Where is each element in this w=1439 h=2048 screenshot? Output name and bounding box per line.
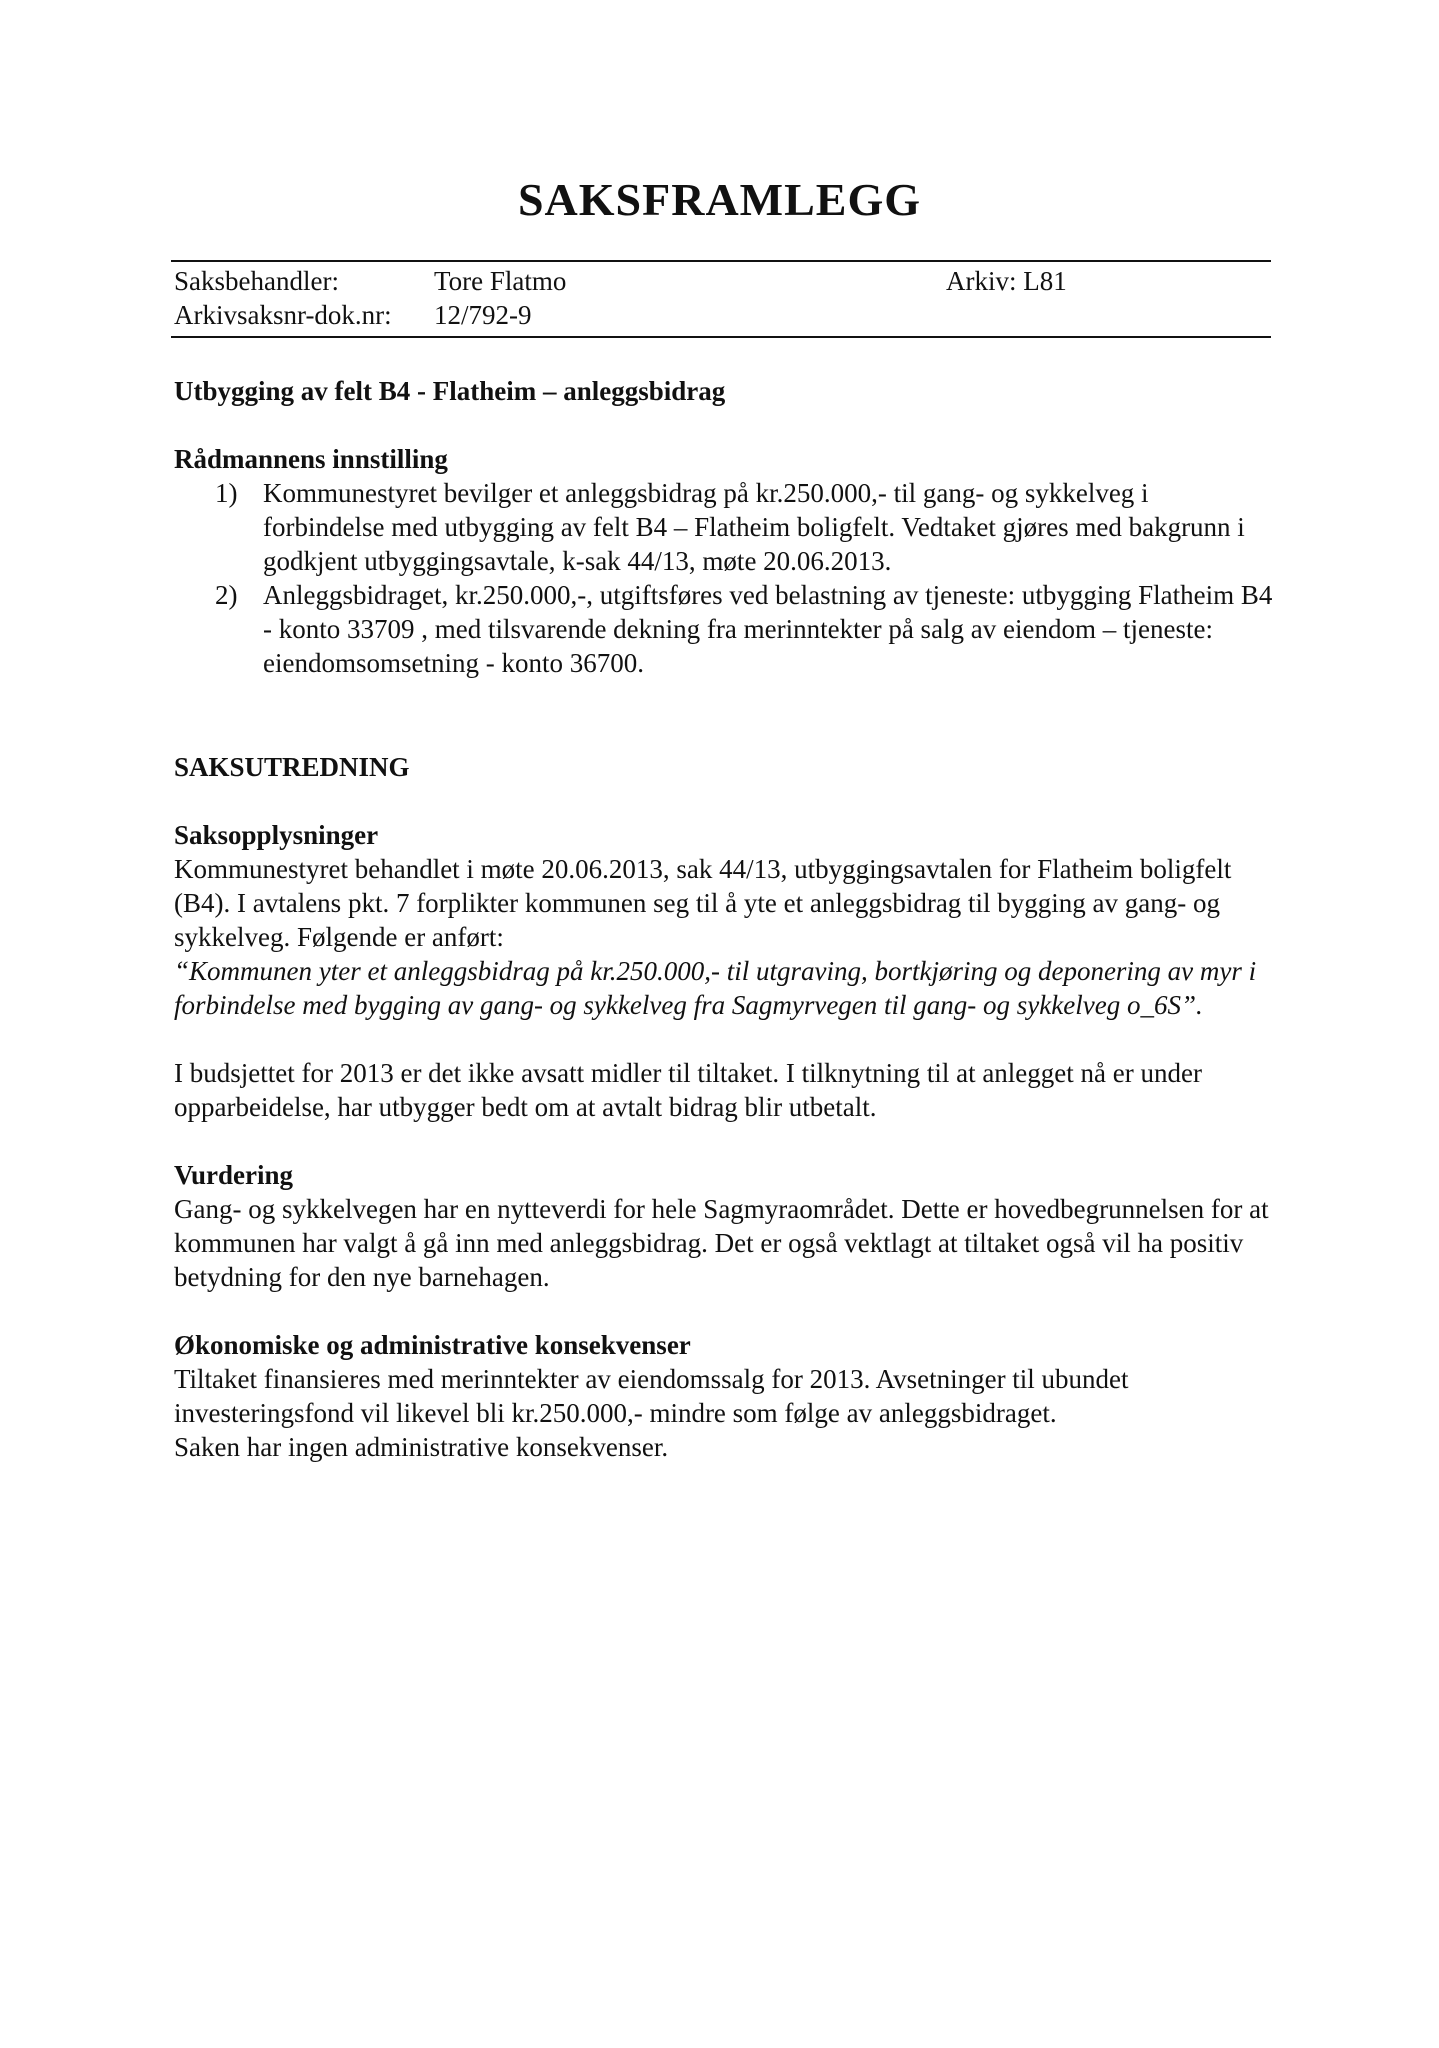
konsekvenser-administrative: Saken har ingen administrative konsekvenser. — [174, 1432, 669, 1462]
recommendation-number: 1) — [215, 478, 238, 508]
konsekvenser-paragraph: Tiltaket finansieres med merinntekter av eiendomssalg for 2013. Avsetninger til ubundet investeringsfond vil likevel bli kr.250.000,- mindre som følge av anleggsbidraget. — [174, 1364, 1129, 1428]
case-subject: Utbygging av felt B4 - Flatheim – anleggsbidrag — [174, 376, 726, 406]
budget-paragraph: I budsjettet for 2013 er det ikke avsatt midler til tiltaket. I tilknytning til at anlegget nå er under opparbeidelse, har utbygger bedt om at avtalt bidrag blir utbetalt. — [174, 1058, 1202, 1122]
meta-row-handler — [174, 264, 1264, 298]
recommendation-list — [174, 476, 1274, 680]
handler-label: Saksbehandler: — [174, 266, 339, 296]
recommendation-heading: Rådmannens innstilling — [174, 444, 448, 474]
document-title: SAKSFRAMLEGG — [517, 174, 922, 225]
vurdering-heading: Vurdering — [174, 1160, 294, 1190]
archive-code: Arkiv: L81 — [946, 266, 1067, 296]
konsekvenser-heading: Økonomiske og administrative konsekvenser — [174, 1330, 691, 1360]
konsekvenser-section — [174, 1328, 1274, 1464]
handler-value: Tore Flatmo — [434, 266, 567, 296]
vurdering-paragraph: Gang- og sykkelvegen har en nytteverdi for hele Sagmyraområdet. Dette er hovedbegrunnelsen for at kommunen har valgt å gå inn med anleggsbidrag. Det er også vektlagt at tiltaket også vil ha positiv betydning for den nye barnehagen. — [174, 1194, 1269, 1292]
case-number-label: Arkivsaksnr-dok.nr: — [174, 300, 392, 330]
agreement-quote: “Kommunen yter et anleggsbidrag på kr.250.000,- til utgraving, bortkjøring og deponering av myr i forbindelse med bygging av gang- og sykkelveg fra Sagmyrvegen til gang- og sykkelveg o_6S”. — [174, 956, 1257, 1020]
case-metadata — [174, 264, 1264, 332]
saksopplysninger-paragraph: Kommunestyret behandlet i møte 20.06.2013, sak 44/13, utbyggingsavtalen for Flatheim boligfelt (B4). I avtalens pkt. 7 forplikter kommunen seg til å yte et anleggsbidrag til bygging av gang- og sykkelveg. Følgende er anført: — [174, 854, 1232, 952]
recommendation-section — [174, 442, 1274, 680]
recommendation-item — [174, 476, 1274, 578]
recommendation-number: 2) — [215, 580, 238, 610]
saksutredning-heading: SAKSUTREDNING — [174, 752, 410, 782]
header-rule-top — [171, 260, 1271, 262]
document-body — [174, 374, 1274, 1464]
saksopplysninger-heading: Saksopplysninger — [174, 820, 379, 850]
saksopplysninger-section — [174, 818, 1274, 1124]
case-number-value: 12/792-9 — [434, 300, 532, 330]
vurdering-section — [174, 1158, 1274, 1294]
header-rule-bottom — [171, 336, 1271, 338]
recommendation-text: Anleggsbidraget, kr.250.000,-, utgiftsføres ved belastning av tjeneste: utbygging Flatheim B4 - konto 33709 , med tilsvarende dekning fra merinntekter på salg av eiendom – tjeneste: eiendomsomsetning - konto 36700. — [263, 580, 1273, 678]
recommendation-text: Kommunestyret bevilger et anleggsbidrag på kr.250.000,- til gang- og sykkelveg i forbindelse med utbygging av felt B4 – Flatheim boligfelt. Vedtaket gjøres med bakgrunn i godkjent utbyggingsavtale, k-sak 44/13, møte 20.06.2013. — [263, 478, 1245, 576]
meta-row-case-number — [174, 298, 1264, 332]
recommendation-item — [174, 578, 1274, 680]
